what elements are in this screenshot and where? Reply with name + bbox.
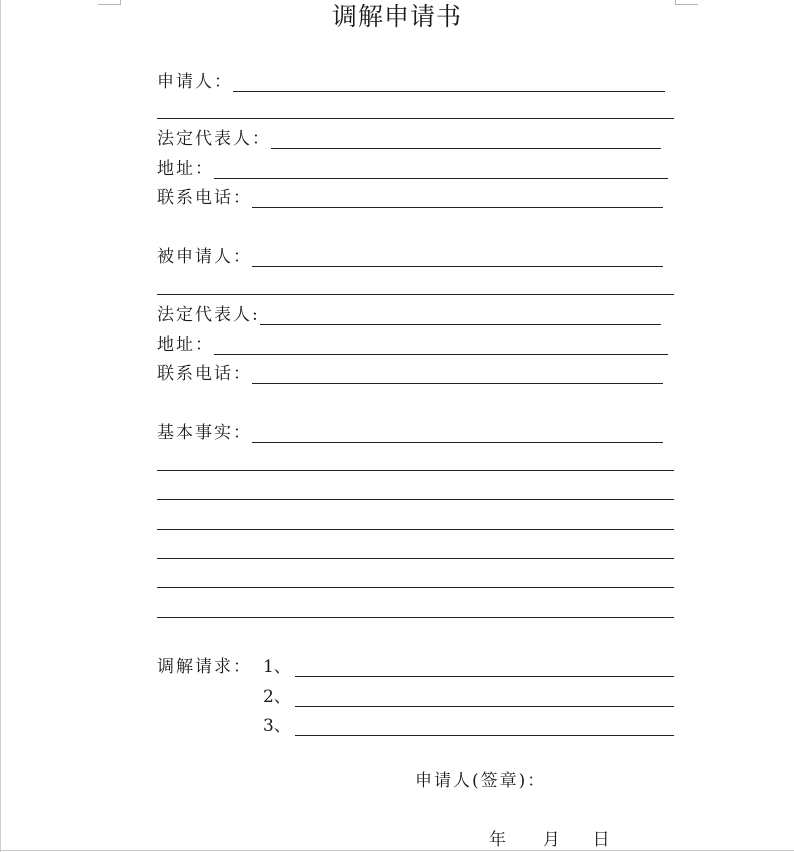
respondent-address-blank[interactable] (214, 354, 668, 355)
respondent-phone-label: 联系电话： (157, 364, 252, 384)
facts-blank[interactable] (252, 442, 663, 443)
request-item-blank[interactable] (295, 706, 674, 707)
document-title: 调解申请书 (331, 2, 462, 31)
respondent-legal-rep-blank[interactable] (260, 324, 661, 325)
applicant-address-label: 地址： (157, 159, 214, 179)
applicant-legal-rep-label: 法定代表人： (157, 129, 271, 149)
requests-row (157, 652, 252, 678)
request-item-1 (263, 652, 674, 678)
facts-blank-line[interactable] (157, 558, 674, 559)
request-item-number: 3、 (263, 716, 291, 736)
request-item-blank[interactable] (295, 735, 674, 736)
facts-blank-line[interactable] (157, 617, 674, 618)
applicant-address-blank[interactable] (214, 178, 668, 179)
applicant-legal-rep-row (157, 124, 661, 150)
applicant-address-row (157, 154, 668, 180)
facts-blank-line[interactable] (157, 529, 674, 530)
date-day: 日 (592, 830, 610, 850)
respondent-label: 被申请人： (157, 247, 252, 267)
respondent-address-row (157, 330, 668, 356)
signature-label: 申请人(签章)： (415, 771, 547, 791)
request-item-2 (263, 682, 674, 708)
date-year: 年 (489, 830, 506, 850)
request-item-3 (263, 711, 674, 737)
facts-blank-line[interactable] (157, 499, 674, 500)
respondent-address-label: 地址： (157, 335, 214, 355)
respondent-legal-rep-row (157, 300, 661, 326)
respondent-row (157, 242, 663, 268)
facts-blank-line[interactable] (157, 587, 674, 588)
facts-blank-line[interactable] (157, 470, 674, 471)
facts-row (157, 418, 663, 444)
respondent-legal-rep-label: 法定代表人: (157, 305, 260, 325)
date-line (489, 829, 610, 851)
applicant-blank[interactable] (233, 91, 665, 92)
page-bottom-edge (0, 850, 794, 851)
applicant-row (157, 67, 665, 93)
applicant-blank-line-2[interactable] (157, 118, 674, 119)
requests-label: 调解请求： (157, 657, 252, 677)
request-item-blank[interactable] (295, 676, 674, 677)
applicant-legal-rep-blank[interactable] (271, 148, 661, 149)
applicant-phone-row (157, 183, 663, 209)
respondent-phone-blank[interactable] (252, 383, 663, 384)
respondent-blank[interactable] (252, 266, 663, 267)
facts-label: 基本事实： (157, 423, 252, 443)
request-item-number: 1、 (263, 657, 291, 677)
applicant-phone-blank[interactable] (252, 207, 663, 208)
date-month: 月 (542, 830, 560, 850)
page-left-edge (0, 0, 1, 852)
applicant-label: 申请人： (157, 72, 233, 92)
respondent-phone-row (157, 359, 663, 385)
respondent-blank-line-2[interactable] (157, 294, 674, 295)
applicant-phone-label: 联系电话： (157, 188, 252, 208)
request-item-number: 2、 (263, 687, 291, 707)
